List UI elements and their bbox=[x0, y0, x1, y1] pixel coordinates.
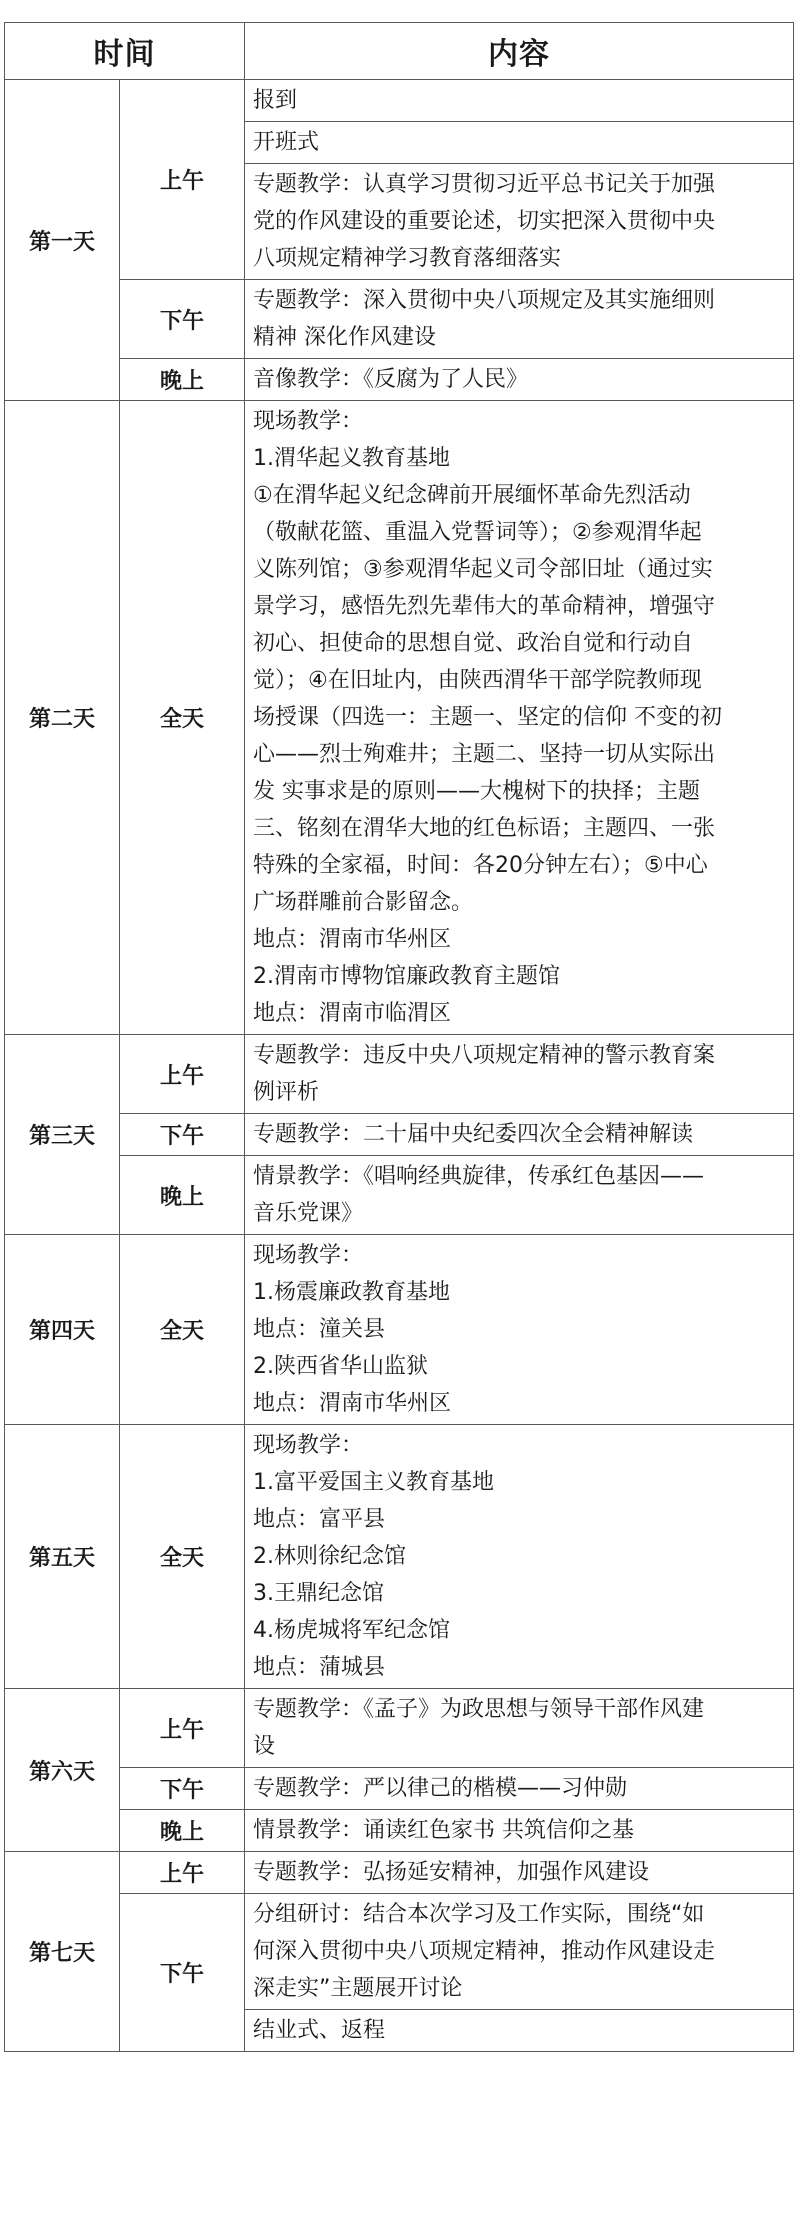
content-line: 3.王鼎纪念馆 bbox=[253, 1581, 384, 1606]
content-line: 三、铭刻在渭华大地的红色标语；主题四、一张 bbox=[253, 816, 716, 841]
content-line: 义陈列馆；③参观渭华起义司令部旧址（通过实 bbox=[253, 557, 713, 582]
day-label: 第二天 bbox=[5, 401, 120, 1035]
content-line: 结业式、返程 bbox=[253, 2018, 386, 2043]
content-line: 专题教学：认真学习贯彻习近平总书记关于加强 bbox=[253, 172, 716, 197]
content-line: 例评析 bbox=[253, 1080, 320, 1105]
day-label: 第五天 bbox=[5, 1425, 120, 1689]
content-line: 4.杨虎城将军纪念馆 bbox=[253, 1618, 450, 1643]
schedule-row bbox=[5, 80, 794, 122]
content-line: ①在渭华起义纪念碑前开展缅怀革命先烈活动 bbox=[253, 483, 691, 508]
schedule-row bbox=[5, 1768, 794, 1810]
content-line: 专题教学：弘扬延安精神，加强作风建设 bbox=[253, 1860, 650, 1885]
content-line: 初心、担使命的思想自觉、政治自觉和行动自 bbox=[253, 631, 694, 656]
content-line: 音像教学：《反腐为了人民》 bbox=[253, 367, 529, 392]
content-line: 1.渭华起义教育基地 bbox=[253, 446, 450, 471]
content-line: 地点：富平县 bbox=[253, 1507, 386, 1532]
content-line: 景学习，感悟先烈先辈伟大的革命精神，增强守 bbox=[253, 594, 716, 619]
period-label: 全天 bbox=[120, 1425, 245, 1689]
content-cell bbox=[245, 1114, 794, 1156]
content-line: 报到 bbox=[253, 88, 298, 113]
period-label: 晚上 bbox=[120, 359, 245, 401]
day-label: 第四天 bbox=[5, 1235, 120, 1425]
schedule-row bbox=[5, 1689, 794, 1768]
content-line: 2.陕西省华山监狱 bbox=[253, 1354, 428, 1379]
content-cell bbox=[245, 1689, 794, 1768]
content-cell bbox=[245, 1894, 794, 2010]
content-line: 现场教学： bbox=[253, 1433, 364, 1458]
content-line: 1.杨震廉政教育基地 bbox=[253, 1280, 450, 1305]
content-line: 2.渭南市博物馆廉政教育主题馆 bbox=[253, 964, 560, 989]
period-label: 全天 bbox=[120, 401, 245, 1035]
schedule-row bbox=[5, 1425, 794, 1689]
content-cell bbox=[245, 2010, 794, 2052]
content-line: 专题教学：深入贯彻中央八项规定及其实施细则 bbox=[253, 288, 716, 313]
content-line: 广场群雕前合影留念。 bbox=[253, 890, 474, 915]
content-line: 地点：蒲城县 bbox=[253, 1655, 386, 1680]
schedule-row bbox=[5, 1852, 794, 1894]
content-line: 地点：潼关县 bbox=[253, 1317, 386, 1342]
content-line: 情景教学：诵读红色家书 共筑信仰之基 bbox=[253, 1818, 634, 1843]
content-cell bbox=[245, 1768, 794, 1810]
day-label: 第一天 bbox=[5, 80, 120, 401]
content-line: 何深入贯彻中央八项规定精神，推动作风建设走 bbox=[253, 1939, 716, 1964]
content-line: 2.林则徐纪念馆 bbox=[253, 1544, 406, 1569]
period-label: 晚上 bbox=[120, 1810, 245, 1852]
content-line: 现场教学： bbox=[253, 1243, 364, 1268]
content-line: 专题教学：《孟子》为政思想与领导干部作风建 bbox=[253, 1697, 705, 1722]
content-cell bbox=[245, 280, 794, 359]
content-header: 内容 bbox=[245, 23, 794, 80]
schedule-row bbox=[5, 401, 794, 1035]
schedule-row bbox=[5, 280, 794, 359]
header-row bbox=[5, 23, 794, 80]
schedule-body bbox=[5, 80, 794, 2052]
content-line: 地点：渭南市华州区 bbox=[253, 927, 452, 952]
schedule-row bbox=[5, 1235, 794, 1425]
content-line: 心——烈士殉难井；主题二、坚持一切从实际出 bbox=[253, 742, 716, 767]
content-line: 开班式 bbox=[253, 130, 320, 155]
content-cell bbox=[245, 401, 794, 1035]
content-line: 发 实事求是的原则——大槐树下的抉择；主题 bbox=[253, 779, 700, 804]
content-line: 地点：渭南市华州区 bbox=[253, 1391, 452, 1416]
content-line: 党的作风建设的重要论述，切实把深入贯彻中央 bbox=[253, 209, 716, 234]
content-line: 音乐党课》 bbox=[253, 1201, 364, 1226]
content-cell bbox=[245, 359, 794, 401]
schedule-row bbox=[5, 1035, 794, 1114]
schedule-table bbox=[4, 22, 794, 2052]
day-label: 第三天 bbox=[5, 1035, 120, 1235]
content-line: 八项规定精神学习教育落细落实 bbox=[253, 246, 562, 271]
period-label: 上午 bbox=[120, 1852, 245, 1894]
content-line: 情景教学：《唱响经典旋律，传承红色基因—— bbox=[253, 1164, 705, 1189]
content-line: 深走实”主题展开讨论 bbox=[253, 1976, 463, 2001]
schedule-row bbox=[5, 1114, 794, 1156]
time-header: 时间 bbox=[5, 23, 245, 80]
period-label: 全天 bbox=[120, 1235, 245, 1425]
period-label: 下午 bbox=[120, 280, 245, 359]
period-label: 上午 bbox=[120, 80, 245, 280]
period-label: 上午 bbox=[120, 1035, 245, 1114]
period-label: 下午 bbox=[120, 1114, 245, 1156]
content-cell bbox=[245, 1235, 794, 1425]
content-line: 觉）；④在旧址内，由陕西渭华干部学院教师现 bbox=[253, 668, 702, 693]
content-line: 专题教学：违反中央八项规定精神的警示教育案 bbox=[253, 1043, 716, 1068]
period-label: 下午 bbox=[120, 1768, 245, 1810]
content-line: 地点：渭南市临渭区 bbox=[253, 1001, 452, 1026]
content-line: 分组研讨：结合本次学习及工作实际，围绕“如 bbox=[253, 1902, 705, 1927]
content-line: （敬献花篮、重温入党誓词等）；②参观渭华起 bbox=[253, 520, 702, 545]
content-line: 精神 深化作风建设 bbox=[253, 325, 436, 350]
content-line: 专题教学：严以律己的楷模——习仲勋 bbox=[253, 1776, 628, 1801]
schedule-row bbox=[5, 1810, 794, 1852]
content-cell bbox=[245, 1035, 794, 1114]
content-cell bbox=[245, 1852, 794, 1894]
schedule-row bbox=[5, 1894, 794, 2010]
day-label: 第七天 bbox=[5, 1852, 120, 2052]
schedule-row bbox=[5, 359, 794, 401]
content-cell bbox=[245, 1810, 794, 1852]
content-line: 1.富平爱国主义教育基地 bbox=[253, 1470, 494, 1495]
day-label: 第六天 bbox=[5, 1689, 120, 1852]
content-line: 场授课（四选一：主题一、坚定的信仰 不变的初 bbox=[253, 705, 722, 730]
content-line: 专题教学：二十届中央纪委四次全会精神解读 bbox=[253, 1122, 694, 1147]
content-line: 特殊的全家福，时间：各20分钟左右）；⑤中心 bbox=[253, 853, 708, 878]
content-cell bbox=[245, 1156, 794, 1235]
period-label: 上午 bbox=[120, 1689, 245, 1768]
content-cell bbox=[245, 122, 794, 164]
content-line: 设 bbox=[253, 1734, 276, 1759]
period-label: 下午 bbox=[120, 1894, 245, 2052]
content-cell bbox=[245, 1425, 794, 1689]
content-line: 现场教学： bbox=[253, 409, 364, 434]
content-cell bbox=[245, 164, 794, 280]
schedule-row bbox=[5, 1156, 794, 1235]
content-cell bbox=[245, 80, 794, 122]
period-label: 晚上 bbox=[120, 1156, 245, 1235]
